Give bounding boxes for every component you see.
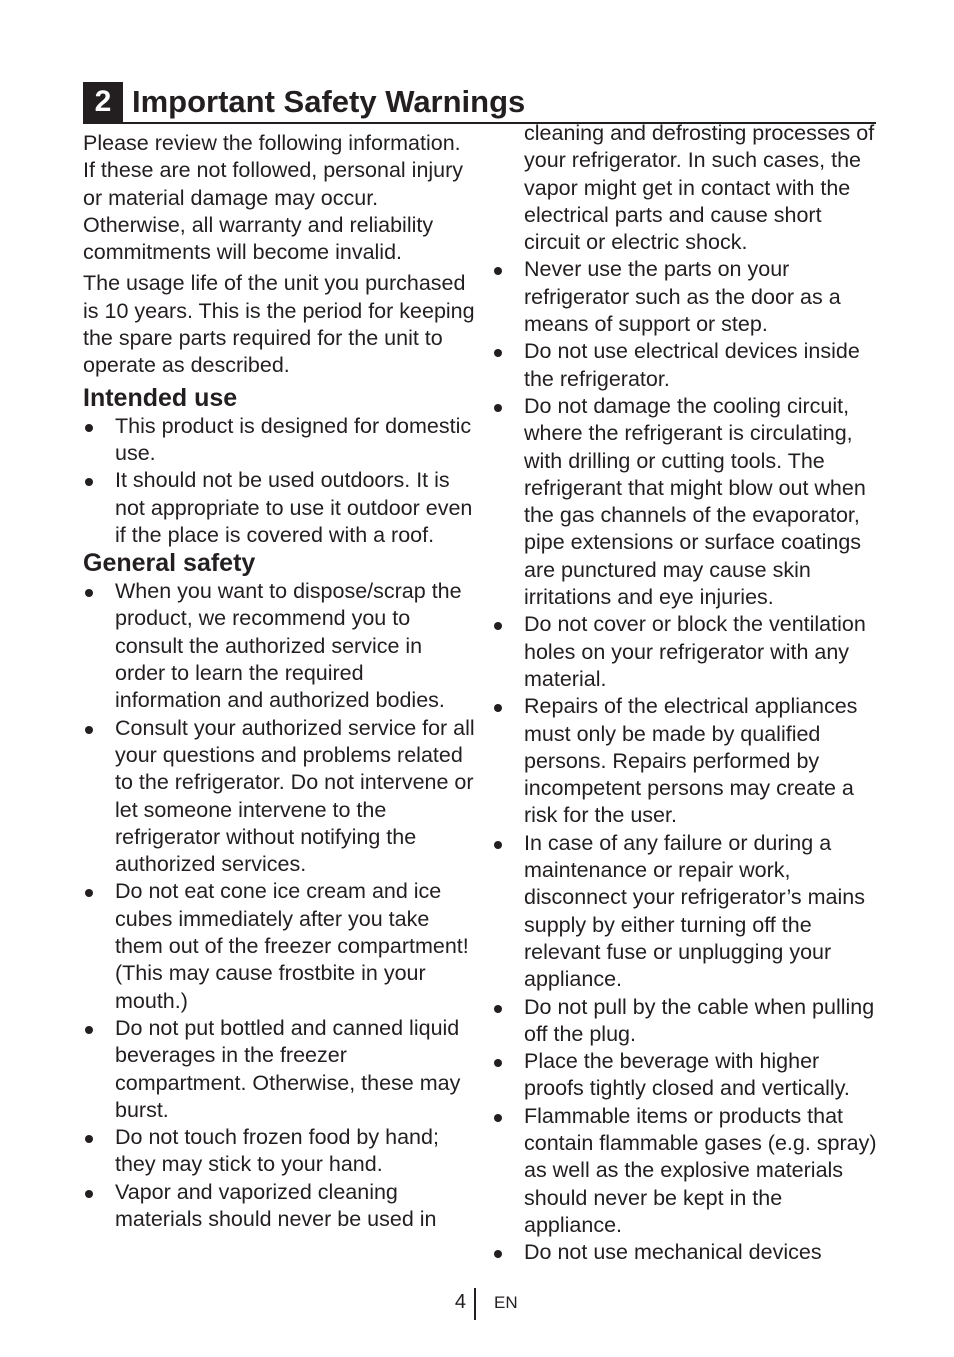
page-number: 4	[454, 1291, 466, 1313]
list-item: Do not use mechanical devices	[492, 1239, 882, 1266]
intended-use-heading: Intended use	[83, 383, 238, 412]
page-footer	[0, 1288, 954, 1320]
section-header	[83, 82, 876, 124]
right-column	[492, 120, 882, 1266]
list-item: Consult your authorized service for all your questions and problems related to the refrigerator. Do not intervene or let someone intervene to the refrigerator without notifying the authorized services.	[83, 715, 475, 879]
list-item: It should not be used outdoors. It is not appropriate to use it outdoor even if the place is covered with a roof.	[83, 467, 475, 549]
intro-paragraph: Please review the following information. If these are not followed, personal injury or material damage may occur. Otherwise, all warranty and reliability commitments will become invalid.	[83, 131, 464, 265]
list-item: Do not cover or block the ventilation holes on your refrigerator with any material.	[492, 611, 882, 693]
bullet-icon	[85, 889, 93, 897]
bullet-icon	[85, 726, 93, 734]
bullet-icon	[494, 841, 502, 849]
bullet-icon	[494, 349, 502, 357]
bullet-icon	[494, 1005, 502, 1013]
general-safety-list-continued	[492, 256, 882, 1266]
language-code: EN	[494, 1293, 518, 1312]
list-item: Do not pull by the cable when pulling off the plug.	[492, 994, 882, 1049]
list-item: This product is designed for domestic use.	[83, 413, 475, 468]
bullet-icon	[85, 1135, 93, 1143]
list-item: When you want to dispose/scrap the product, we recommend you to consult the authorized service in order to learn the required information and authorized bodies.	[83, 578, 475, 714]
section-title: Important Safety Warnings	[132, 84, 526, 119]
list-item: Do not put bottled and canned liquid beverages in the freezer compartment. Otherwise, these may burst.	[83, 1015, 475, 1124]
footer-divider	[474, 1288, 476, 1320]
left-column	[83, 130, 475, 1233]
list-item: Never use the parts on your refrigerator such as the door as a means of support or step.	[492, 256, 882, 338]
list-item: Place the beverage with higher proofs tightly closed and vertically.	[492, 1048, 882, 1103]
list-item: In case of any failure or during a maintenance or repair work, disconnect your refrigerator’s mains supply by either turning off the relevant fuse or unplugging your appliance.	[492, 830, 882, 994]
bullet-icon	[85, 424, 93, 432]
bullet-icon	[85, 1190, 93, 1198]
list-item: Do not use electrical devices inside the refrigerator.	[492, 338, 882, 393]
intended-use-list	[83, 413, 475, 549]
bullet-icon	[85, 1026, 93, 1034]
list-item: Vapor and vaporized cleaning materials should never be used in	[83, 1179, 475, 1234]
general-safety-list	[83, 578, 475, 1233]
list-item: Flammable items or products that contain flammable gases (e.g. spray) as well as the explosive materials should never be kept in the appliance.	[492, 1103, 882, 1239]
list-item: Do not damage the cooling circuit, where the refrigerant is circulating, with drilling or cutting tools. The refrigerant that might blow out when the gas channels of the evaporator, pipe extensions or surface coatings are punctured may cause skin irritations and eye injuries.	[492, 393, 882, 611]
bullet-icon	[494, 267, 502, 275]
bullet-icon	[494, 1114, 502, 1122]
continued-list-item: cleaning and defrosting processes of your refrigerator. In such cases, the vapor might get in contact with the electrical parts and cause short circuit or electric shock.	[524, 121, 875, 255]
bullet-icon	[494, 1250, 502, 1258]
general-safety-heading: General safety	[83, 549, 256, 578]
section-number: 2	[83, 82, 123, 122]
list-item: Do not touch frozen food by hand; they may stick to your hand.	[83, 1124, 475, 1179]
intro-paragraph: The usage life of the unit you purchased is 10 years. This is the period for keeping the spare parts required for the unit to operate as described.	[83, 271, 475, 378]
bullet-icon	[85, 589, 93, 597]
bullet-icon	[85, 478, 93, 486]
list-item: Do not eat cone ice cream and ice cubes immediately after you take them out of the freezer compartment! (This may cause frostbite in your mouth.)	[83, 878, 475, 1014]
bullet-icon	[494, 622, 502, 630]
bullet-icon	[494, 704, 502, 712]
bullet-icon	[494, 1059, 502, 1067]
list-item: Repairs of the electrical appliances must only be made by qualified persons. Repairs performed by incompetent persons may create a risk for the user.	[492, 693, 882, 829]
bullet-icon	[494, 404, 502, 412]
